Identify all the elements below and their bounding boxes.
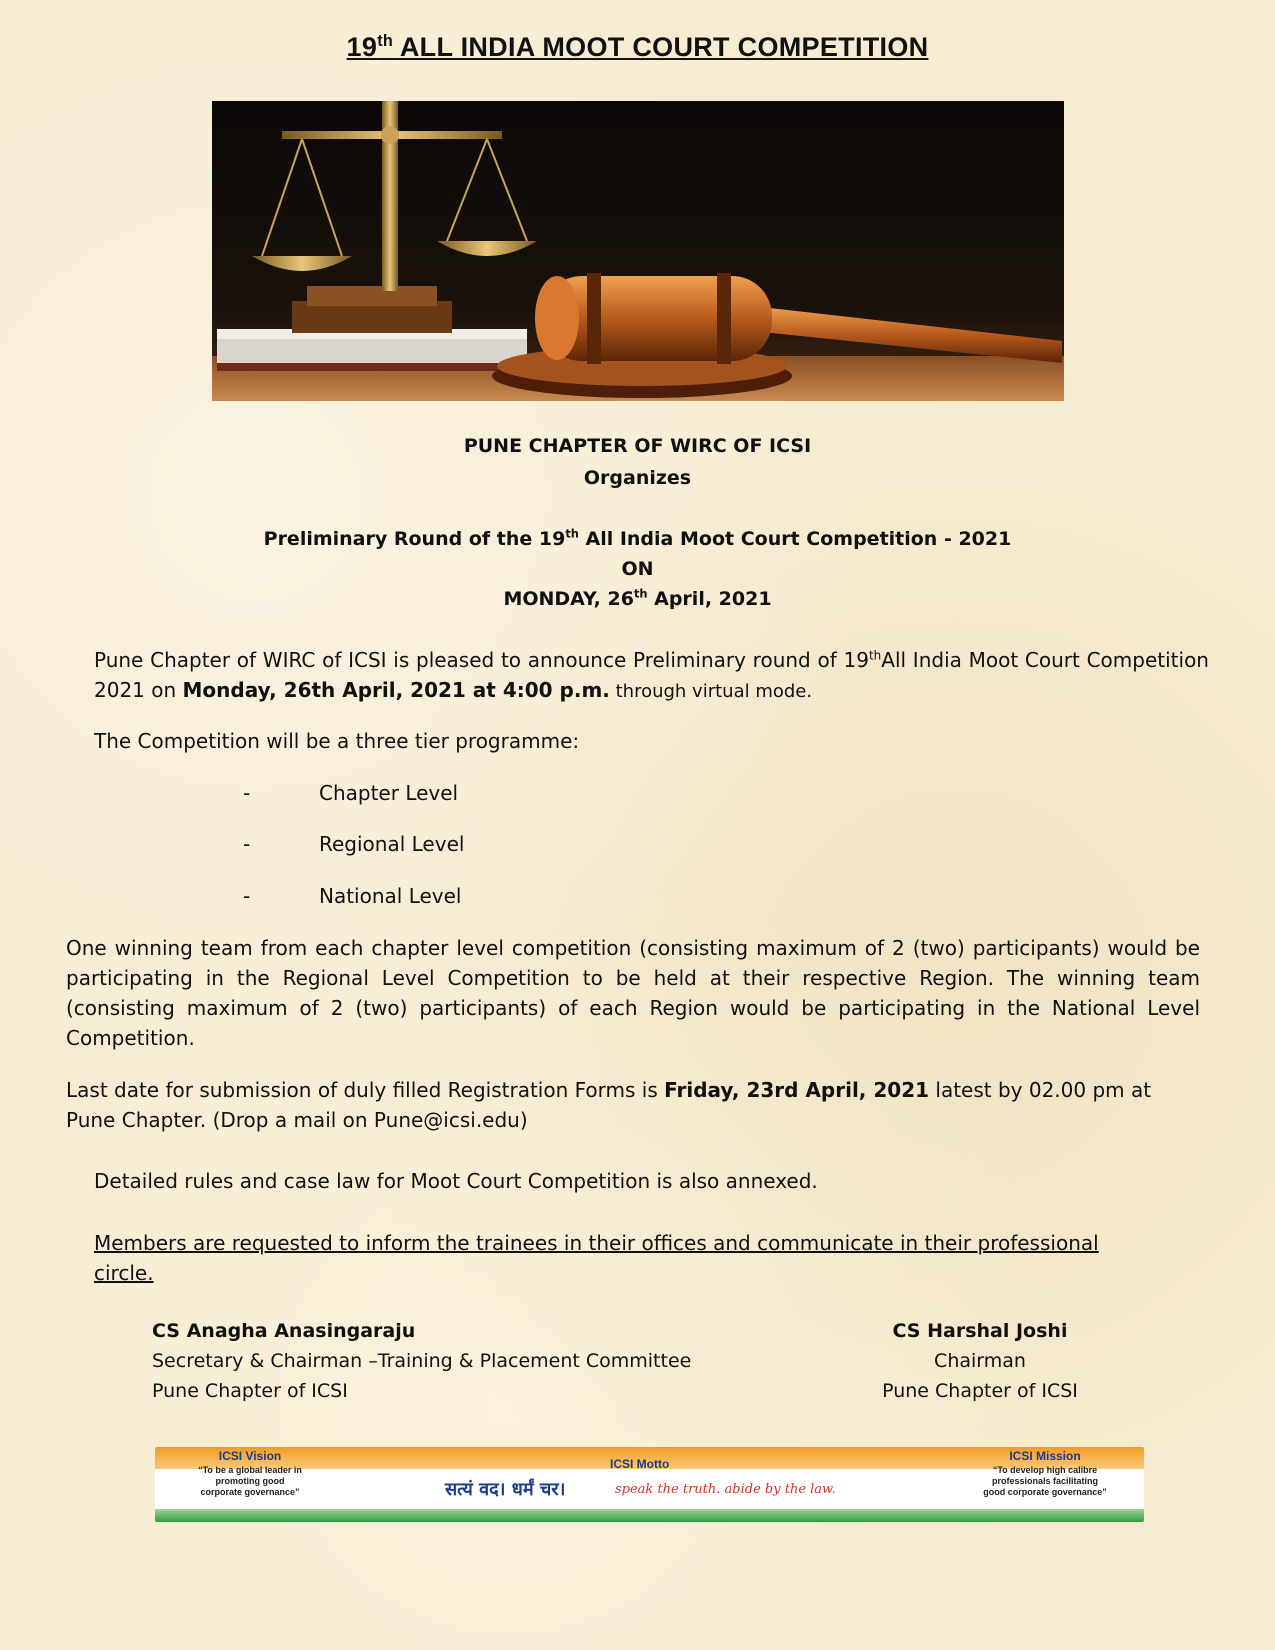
deadline-line2: Pune Chapter. (Drop a mail on Pune@icsi.edu) <box>66 1108 528 1132</box>
event-sup: th <box>565 526 579 541</box>
signatory-org: Pune Chapter of ICSI <box>882 1380 1078 1402</box>
event-heading <box>0 524 1275 554</box>
vision-text: “To be a global leader in <box>198 1465 302 1475</box>
deadline-part2: latest by 02.00 pm at <box>929 1078 1152 1102</box>
deadline-date: Friday, 23rd April, 2021 <box>664 1078 930 1102</box>
organizes-text: Organizes <box>583 467 692 489</box>
vision-title: ICSI Vision <box>218 1449 282 1463</box>
date-sup: th <box>633 586 648 601</box>
justice-illustration <box>212 101 1064 401</box>
title-number: 19 <box>346 32 378 62</box>
scales-and-gavel-image <box>212 101 1064 401</box>
banner-green-band <box>155 1509 1144 1522</box>
event-prefix: Preliminary Round of the 19 <box>263 528 566 550</box>
date-prefix: MONDAY, 26 <box>503 588 634 610</box>
motto-english: speak the truth. abide by the law. <box>615 1482 836 1497</box>
list-item <box>243 781 643 811</box>
tier-national-level: National Level <box>319 884 462 908</box>
signatory-name: CS Harshal Joshi <box>892 1320 1068 1342</box>
intro-part1: Pune Chapter of WIRC of ICSI is pleased to announce Preliminary round of 19 <box>94 648 869 672</box>
list-dash: - <box>243 832 251 856</box>
intro-part2: All India Moot Court Competition 2021 on <box>94 648 1209 702</box>
date-rest: April, 2021 <box>647 588 772 610</box>
mission-title: ICSI Mission <box>1009 1449 1081 1463</box>
mission-text: professionals facilitating <box>991 1476 1099 1486</box>
tier-chapter-level: Chapter Level <box>319 781 459 805</box>
list-dash: - <box>243 781 251 805</box>
mission-text: “To develop high calibre <box>992 1465 1098 1475</box>
icsi-banner <box>155 1447 1144 1522</box>
title-sup: th <box>377 32 394 50</box>
signatory-name: CS Anagha Anasingaraju <box>152 1320 416 1342</box>
list-dash: - <box>243 884 251 908</box>
list-item <box>243 884 643 914</box>
intro-paragraph <box>94 645 1209 707</box>
winning-team-paragraph: One winning team from each chapter level competition (consisting maximum of 2 (two) participants) would be participating in the Regional Level Competition to be held at their respective Region. The winning team (consisting maximum of 2 (two) participants) of each Region would be participating in the National Level Competition. <box>66 936 1200 1050</box>
signatory-role: Secretary & Chairman –Training & Placement Committee <box>152 1350 692 1372</box>
intro-sup: th <box>868 648 882 663</box>
organizer-heading: PUNE CHAPTER OF WIRC OF ICSI <box>463 435 812 457</box>
tiers-intro: The Competition will be a three tier programme: <box>94 729 580 753</box>
page-title <box>0 32 1275 63</box>
tier-regional-level: Regional Level <box>319 832 465 856</box>
event-rest: All India Moot Court Competition - 2021 <box>578 528 1012 550</box>
motto-title: ICSI Motto <box>610 1457 670 1471</box>
signatory-role: Chairman <box>934 1350 1026 1372</box>
title-text: ALL INDIA MOOT COURT COMPETITION <box>393 32 929 62</box>
vision-text: promoting good <box>215 1476 285 1486</box>
event-date <box>0 584 1275 614</box>
list-item <box>243 832 643 862</box>
vision-text: corporate governance” <box>200 1487 300 1497</box>
deadline-part1: Last date for submission of duly filled Registration Forms is <box>66 1078 665 1102</box>
motto-hindi: सत्यं वद। धर्मं चर। <box>445 1479 566 1500</box>
intro-part3: through virtual mode. <box>609 681 813 702</box>
deadline-paragraph <box>66 1075 1226 1135</box>
signatory-right <box>870 1316 1090 1406</box>
signatory-left <box>152 1316 772 1406</box>
icsi-vision <box>175 1451 325 1498</box>
members-note: Members are requested to inform the trainees in their offices and communicate in their professional circle. <box>94 1231 1099 1285</box>
on-text: ON <box>621 558 654 580</box>
mission-text: good corporate governance” <box>983 1487 1107 1497</box>
signatory-org: Pune Chapter of ICSI <box>152 1380 348 1402</box>
rules-note: Detailed rules and case law for Moot Court Competition is also annexed. <box>94 1169 818 1193</box>
intro-datetime: Monday, 26th April, 2021 at 4:00 p.m. <box>182 678 610 702</box>
icsi-mission <box>965 1451 1125 1498</box>
